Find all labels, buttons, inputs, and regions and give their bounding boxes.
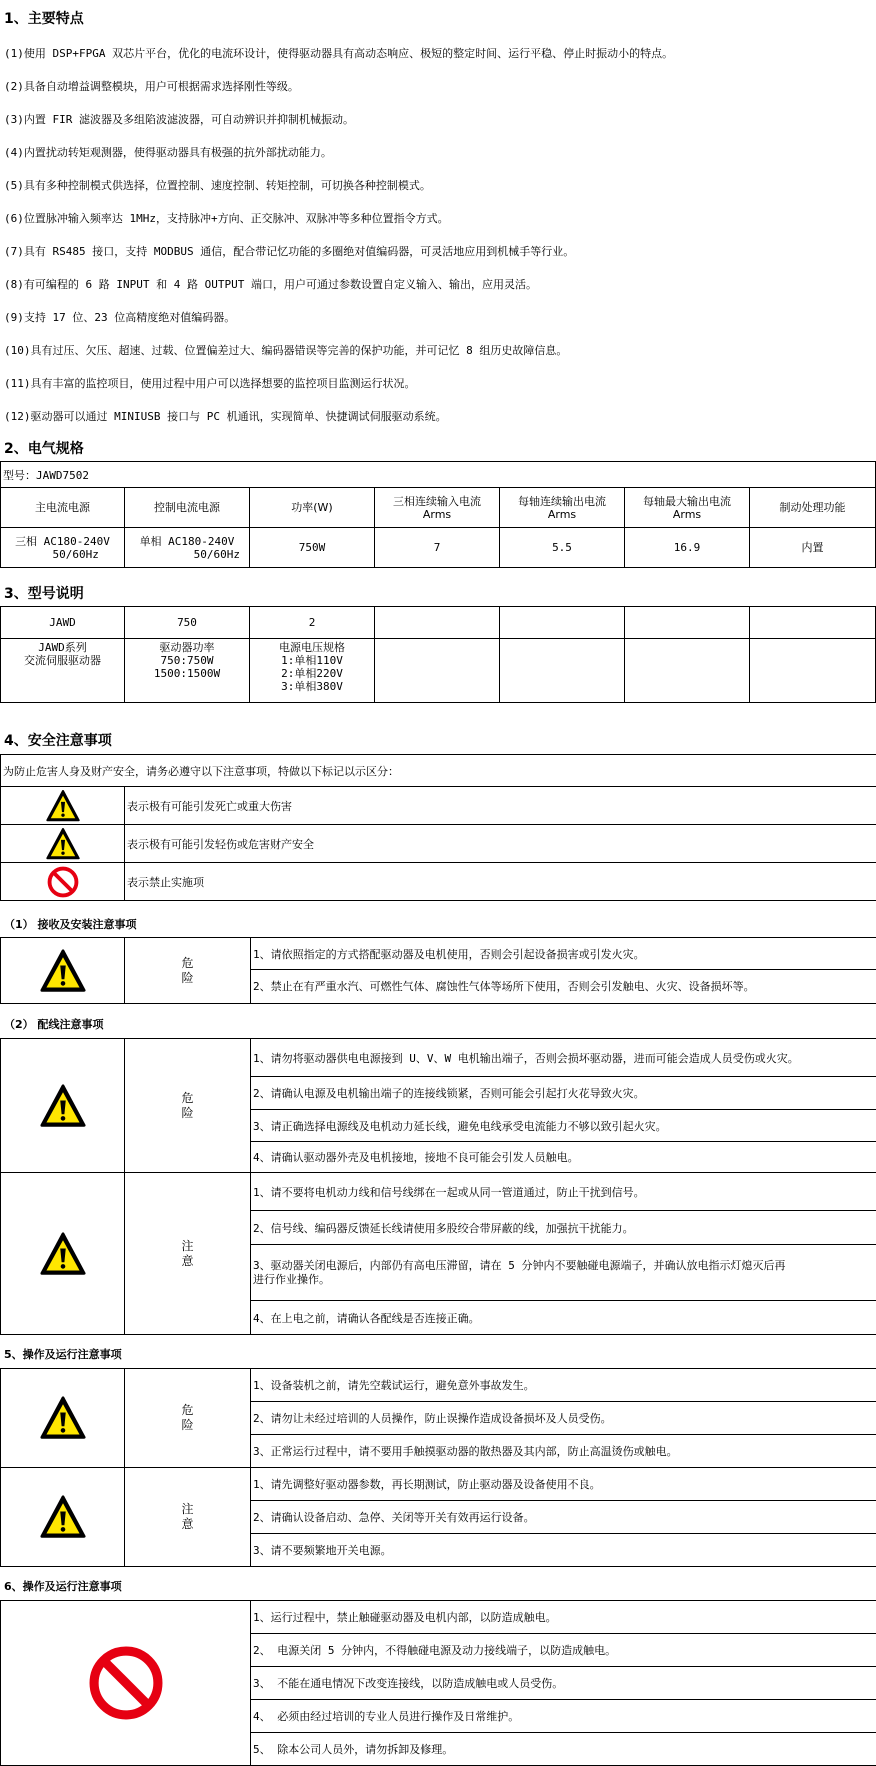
legend-table: [0, 754, 876, 901]
wiring-notes-table: [0, 1038, 876, 1335]
spec-value-cell: 7: [375, 528, 500, 568]
caution-legend-icon-cell: [1, 825, 125, 863]
model-code-cell: [375, 607, 500, 639]
prohibition-icon: [3, 866, 122, 898]
wiring-caution-note: 1、请不要将电机动力线和信号线绑在一起或从同一管道通过，防止干扰到信号。: [251, 1173, 876, 1211]
operation-danger-note: 2、请勿让未经过培训的人员操作，防止误操作造成设备损坏及人员受伤。: [251, 1402, 876, 1435]
model-code-cell: JAWD: [1, 607, 125, 639]
prohibition-note: 1、运行过程中，禁止触碰驱动器及电机内部，以防造成触电。: [251, 1601, 876, 1634]
model-code-cell: [750, 607, 876, 639]
caution-label: 注 意: [125, 1173, 251, 1335]
warning-triangle-icon: [3, 1231, 122, 1277]
feature-item: (1)使用 DSP+FPGA 双芯片平台，优化的电流环设计，使得驱动器具有高动态响应、极短的整定时间、运行平稳、停止时振动小的特点。: [4, 47, 674, 60]
warning-triangle-icon: [3, 1395, 122, 1441]
spec-value-cell: 750W: [250, 528, 375, 568]
section5-title: 5、操作及运行注意事项: [4, 1348, 122, 1361]
danger-label: 危 险: [125, 1039, 251, 1173]
spec-value-cell: 5.5: [500, 528, 625, 568]
warning-triangle-icon: [3, 1494, 122, 1540]
model-code-cell: 750: [125, 607, 250, 639]
feature-item: (7)具有 RS485 接口，支持 MODBUS 通信，配合带记忆功能的多圈绝对值编码器，可灵活地应用到机械手等行业。: [4, 245, 575, 258]
prohibition-notes-table: [0, 1600, 876, 1766]
spec-header-cell: 每轴连续输出电流 Arms: [500, 488, 625, 528]
operation-danger-note: 1、设备装机之前，请先空载试运行，避免意外事故发生。: [251, 1369, 876, 1402]
model-desc-cell: [375, 639, 500, 703]
prohibition-icon: [3, 1645, 248, 1721]
legend-caution-text: 表示极有可能引发轻伤或危害财产安全: [125, 825, 876, 863]
model-desc-cell: 电源电压规格 1:单相110V 2:单相220V 3:单相380V: [250, 639, 375, 703]
electrical-spec-table: [0, 461, 876, 568]
model-label: 型号：JAWD7502: [1, 462, 876, 488]
operation-caution-note: 1、请先调整好驱动器参数，再长期测试，防止驱动器及设备使用不良。: [251, 1468, 876, 1501]
wiring-danger-note: 1、请勿将驱动器供电电源接到 U、V、W 电机输出端子，否则会损坏驱动器，进而可能会造成人员受伤或火灾。: [251, 1039, 876, 1077]
model-code-cell: 2: [250, 607, 375, 639]
model-description-table: [0, 606, 876, 703]
feature-item: (3)内置 FIR 滤波器及多组陷波滤波器，可自动辨识并抑制机械振动。: [4, 113, 354, 126]
feature-item: (4)内置扰动转矩观测器，使得驱动器具有极强的抗外部扰动能力。: [4, 146, 332, 159]
sub1-title: （1） 接收及安装注意事项: [4, 918, 137, 931]
prohibit-legend-icon-cell: [1, 863, 125, 901]
operation-caution-note: 3、请不要频繁地开关电源。: [251, 1534, 876, 1567]
sub2-title: （2） 配线注意事项: [4, 1018, 104, 1031]
legend-prohibit-text: 表示禁止实施项: [125, 863, 876, 901]
wiring-caution-note: 3、驱动器关闭电源后，内部仍有高电压滞留，请在 5 分钟内不要触碰电源端子，并确认放电指示灯熄灭后再 进行作业操作。: [251, 1245, 876, 1301]
danger-legend-icon-cell: [1, 787, 125, 825]
caution-label: 注 意: [125, 1468, 251, 1567]
section1-title: 1、主要特点: [4, 11, 84, 27]
safety-intro: 为防止危害人身及财产安全，请务必遵守以下注意事项，特做以下标记以示区分：: [1, 755, 876, 787]
spec-header-cell: 控制电流电源: [125, 488, 250, 528]
section6-title: 6、操作及运行注意事项: [4, 1580, 122, 1593]
wiring-danger-note: 2、请确认电源及电机输出端子的连接线锁紧，否则可能会引起打火花导致火灾。: [251, 1077, 876, 1110]
spec-header-cell: 制动处理功能: [750, 488, 876, 528]
operation-caution-note: 2、请确认设备启动、急停、关闭等开关有效再运行设备。: [251, 1501, 876, 1534]
spec-value-cell: 16.9: [625, 528, 750, 568]
danger-label: 危 险: [125, 1369, 251, 1468]
spec-header-cell: 每轴最大输出电流 Arms: [625, 488, 750, 528]
model-code-cell: [625, 607, 750, 639]
prohibition-note: 5、 除本公司人员外，请勿拆卸及修理。: [251, 1733, 876, 1766]
warning-triangle-icon: [3, 789, 122, 823]
warning-triangle-icon: [3, 827, 122, 861]
danger-label: 危 险: [125, 938, 251, 1004]
spec-header-cell: 功率(W): [250, 488, 375, 528]
feature-item: (10)具有过压、欠压、超速、过载、位置偏差过大、编码器错误等完善的保护功能，并可记忆 8 组历史故障信息。: [4, 344, 568, 357]
model-desc-cell: 驱动器功率 750:750W 1500:1500W: [125, 639, 250, 703]
prohibition-note: 4、 必须由经过培训的专业人员进行操作及日常维护。: [251, 1700, 876, 1733]
spec-header-cell: 主电流电源: [1, 488, 125, 528]
spec-value-cell: 单相 AC180-240V 50/60Hz: [125, 528, 250, 568]
feature-item: (11)具有丰富的监控项目，使用过程中用户可以选择想要的监控项目监测运行状况。: [4, 377, 416, 390]
legend-danger-text: 表示极有可能引发死亡或重大伤害: [125, 787, 876, 825]
section3-title: 3、型号说明: [4, 586, 84, 602]
feature-item: (5)具有多种控制模式供选择，位置控制、速度控制、转矩控制，可切换各种控制模式。: [4, 179, 431, 192]
install-notes-table: [0, 937, 876, 1004]
wiring-caution-note: 2、信号线、编码器反馈延长线请使用多股绞合带屏蔽的线，加强抗干扰能力。: [251, 1211, 876, 1245]
feature-item: (2)具备自动增益调整模块，用户可根据需求选择刚性等级。: [4, 80, 299, 93]
spec-value-cell: 内置: [750, 528, 876, 568]
model-desc-cell: [750, 639, 876, 703]
feature-item: (6)位置脉冲输入频率达 1MHz，支持脉冲+方向、正交脉冲、双脉冲等多种位置指令方式。: [4, 212, 449, 225]
spec-value-cell: 三相 AC180-240V 50/60Hz: [1, 528, 125, 568]
feature-item: (9)支持 17 位、23 位高精度绝对值编码器。: [4, 311, 236, 324]
model-desc-cell: [625, 639, 750, 703]
warning-triangle-icon: [3, 1083, 122, 1129]
install-note: 2、禁止在有严重水汽、可燃性气体、腐蚀性气体等场所下使用，否则会引发触电、火灾、设备损坏等。: [251, 970, 876, 1004]
section2-title: 2、电气规格: [4, 441, 84, 457]
wiring-caution-note: 4、在上电之前，请确认各配线是否连接正确。: [251, 1301, 876, 1335]
operation-notes-table: [0, 1368, 876, 1567]
warning-triangle-icon: [3, 948, 122, 994]
feature-item: (8)有可编程的 6 路 INPUT 和 4 路 OUTPUT 端口，用户可通过参数设置自定义输入、输出，应用灵活。: [4, 278, 537, 291]
prohibition-note: 2、 电源关闭 5 分钟内，不得触碰电源及动力接线端子，以防造成触电。: [251, 1634, 876, 1667]
wiring-danger-note: 3、请正确选择电源线及电机动力延长线，避免电线承受电流能力不够以致引起火灾。: [251, 1110, 876, 1142]
section4-title: 4、安全注意事项: [4, 733, 112, 749]
prohibition-note: 3、 不能在通电情况下改变连接线，以防造成触电或人员受伤。: [251, 1667, 876, 1700]
spec-header-cell: 三相连续输入电流 Arms: [375, 488, 500, 528]
operation-danger-note: 3、正常运行过程中，请不要用手触摸驱动器的散热器及其内部，防止高温烫伤或触电。: [251, 1435, 876, 1468]
install-note: 1、请依照指定的方式搭配驱动器及电机使用，否则会引起设备损害或引发火灾。: [251, 938, 876, 970]
model-code-cell: [500, 607, 625, 639]
model-desc-cell: JAWD系列 交流伺服驱动器: [1, 639, 125, 703]
wiring-danger-note: 4、请确认驱动器外壳及电机接地，接地不良可能会引发人员触电。: [251, 1142, 876, 1173]
feature-item: (12)驱动器可以通过 MINIUSB 接口与 PC 机通讯，实现简单、快捷调试伺服驱动系统。: [4, 410, 447, 423]
model-desc-cell: [500, 639, 625, 703]
